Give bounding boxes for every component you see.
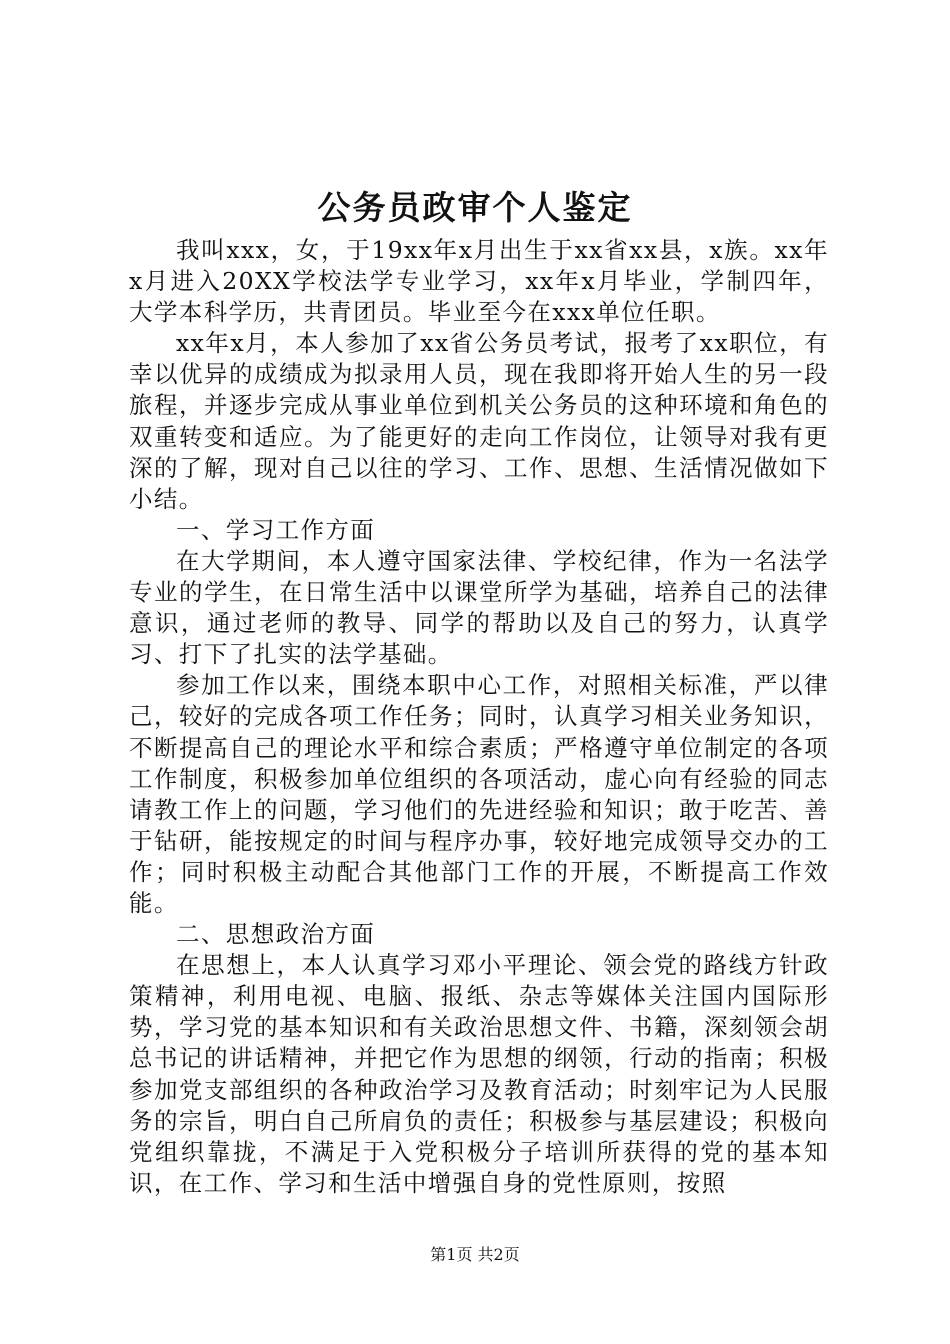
- paragraph-exam: xx年x月，本人参加了xx省公务员考试，报考了xx职位，有幸以优异的成绩成为拟录用人员，现在我即将开始人生的另一段旅程，并逐步完成从事业单位到机关公务员的这种环境和角色的双重转变和适应。为了能更好的走向工作岗位，让领导对我有更深的了解，现对自己以往的学习、工作、思想、生活情况做如下小结。: [129, 329, 829, 513]
- page-footer: 第1页 共2页: [430, 1245, 520, 1264]
- section-heading-political: 二、思想政治方面: [176, 920, 376, 949]
- page-title: 公务员政审个人鉴定: [317, 188, 633, 227]
- paragraph-personal-info: 我叫xxx，女，于19xx年x月出生于xx省xx县，x族。xx年x月进入20XX学校法学专业学习，xx年x月毕业，学制四年，大学本科学历，共青团员。毕业至今在xxx单位任职。: [129, 236, 829, 327]
- document-body: [129, 235, 829, 1199]
- section-heading-study-work: 一、学习工作方面: [176, 515, 376, 544]
- paragraph-university: 在大学期间，本人遵守国家法律、学校纪律，作为一名法学专业的学生，在日常生活中以课堂所学为基础，培养自己的法律意识，通过老师的教导、同学的帮助以及自己的努力，认真学习、打下了扎实的法学基础。: [129, 546, 829, 669]
- paragraph-political: 在思想上，本人认真学习邓小平理论、领会党的路线方针政策精神，利用电视、电脑、报纸、杂志等媒体关注国内国际形势，学习党的基本知识和有关政治思想文件、书籍，深刻领会胡总书记的讲话精神，并把它作为思想的纲领，行动的指南；积极参加党支部组织的各种政治学习及教育活动；时刻牢记为人民服务的宗旨，明白自己所肩负的责任；积极参与基层建设；积极向党组织靠拢，不满足于入党积极分子培训所获得的党的基本知识，在工作、学习和生活中增强自身的党性原则，按照: [129, 951, 829, 1197]
- paragraph-work: 参加工作以来，围绕本职中心工作，对照相关标准，严以律己，较好的完成各项工作任务；同时，认真学习相关业务知识，不断提高自己的理论水平和综合素质；严格遵守单位制定的各项工作制度，积极参加单位组织的各项活动，虚心向有经验的同志请教工作上的问题，学习他们的先进经验和知识；敢于吃苦、善于钻研，能按规定的时间与程序办事，较好地完成领导交办的工作；同时积极主动配合其他部门工作的开展，不断提高工作效能。: [129, 671, 829, 917]
